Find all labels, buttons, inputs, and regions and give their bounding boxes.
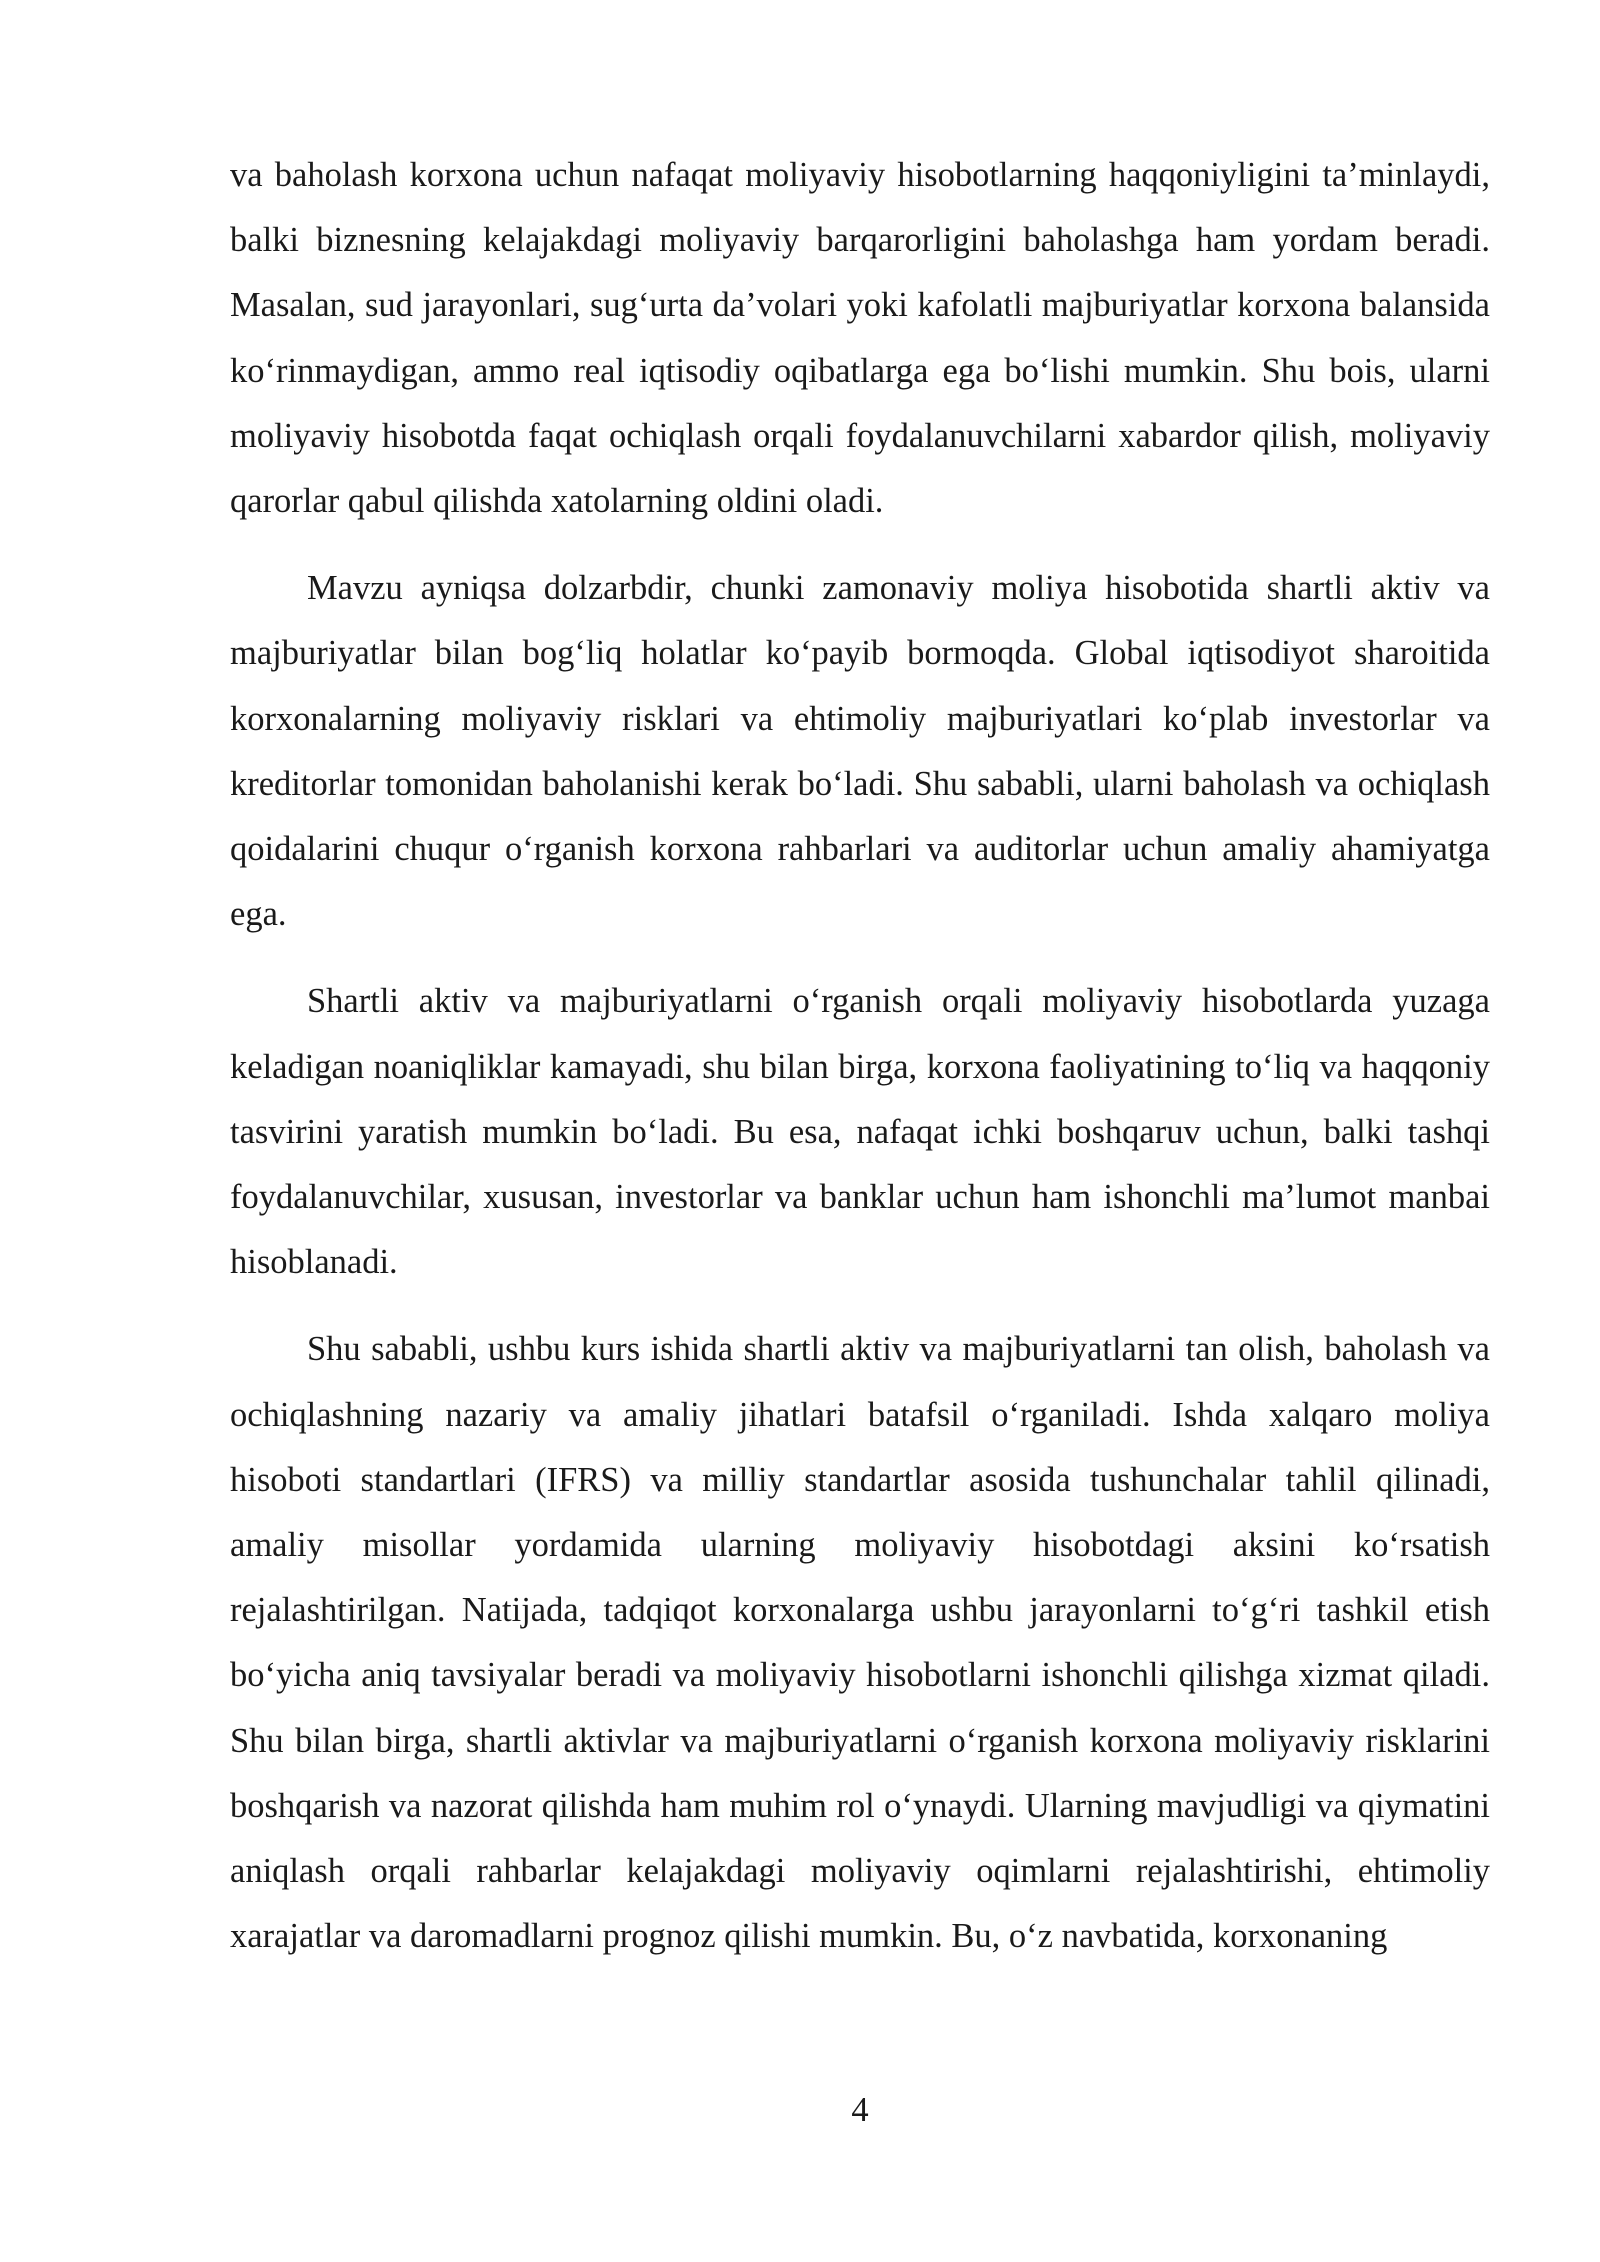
- paragraph-course-work: Shu sababli, ushbu kurs ishida shartli aktiv va majburiyatlarni tan olish, baholash va ochiqlashning nazariy va amaliy jihatlari batafsil o‘rganiladi. Ishda xalqaro moliya hisoboti standartlari (IFRS) va milliy standartlar asosida tushunchalar tahlil qilinadi, amaliy misollar yordamida ularning moliyaviy hisobotdagi aksini ko‘rsatish rejalashtirilgan. Natijada, tadqiqot korxonalarga ushbu jarayonlarni to‘g‘ri tashkil etish bo‘yicha aniq tavsiyalar beradi va moliyaviy hisobotlarni ishonchli qilishga xizmat qiladi. Shu bilan birga, shartli aktivlar va majburiyatlarni o‘rganish korxona moliyaviy risklarini boshqarish va nazorat qilishda ham muhim rol o‘ynaydi. Ularning mavjudligi va qiymatini aniqlash orqali rahbarlar kelajakdagi moliyaviy oqimlarni rejalashtirishi, ehtimoliy xarajatlar va daromadlarni prognoz qilishi mumkin. Bu, o‘z navbatida, korxonaning: [230, 1330, 1490, 1956]
- paragraph-uncertainty: Shartli aktiv va majburiyatlarni o‘rganish orqali moliyaviy hisobotlarda yuzaga keladigan noaniqliklar kamayadi, shu bilan birga, korxona faoliyatining to‘liq va haqqoniy tasvirini yaratish mumkin bo‘ladi. Bu esa, nafaqat ichki boshqaruv uchun, balki tashqi foydalanuvchilar, xususan, investorlar va banklar uchun ham ishonchli ma’lumot manbai hisoblanadi.: [230, 982, 1490, 1282]
- page-number: 4: [851, 2091, 869, 2129]
- paragraph-relevance: Mavzu ayniqsa dolzarbdir, chunki zamonaviy moliya hisobotida shartli aktiv va majburiyatlar bilan bog‘liq holatlar ko‘payib bormoqda. Global iqtisodiyot sharoitida korxonalarning moliyaviy risklari va ehtimoliy majburiyatlari ko‘plab investorlar va kreditorlar tomonidan baholanishi kerak bo‘ladi. Shu sababli, ularni baholash va ochiqlash qoidalarini chuqur o‘rganish korxona rahbarlari va auditorlar uchun amaliy ahamiyatga ega.: [230, 569, 1490, 934]
- paragraph-continuation: va baholash korxona uchun nafaqat moliyaviy hisobotlarning haqqoniyligini ta’minlaydi, balki biznesning kelajakdagi moliyaviy barqarorligini baholashga ham yordam beradi. Masalan, sud jarayonlari, sug‘urta da’volari yoki kafolatli majburiyatlar korxona balansida ko‘rinmaydigan, ammo real iqtisodiy oqibatlarga ega bo‘lishi mumkin. Shu bois, ularni moliyaviy hisobotda faqat ochiqlash orqali foydalanuvchilarni xabardor qilish, moliyaviy qarorlar qabul qilishda xatolarning oldini oladi.: [230, 156, 1490, 521]
- body-text: [230, 143, 1490, 1991]
